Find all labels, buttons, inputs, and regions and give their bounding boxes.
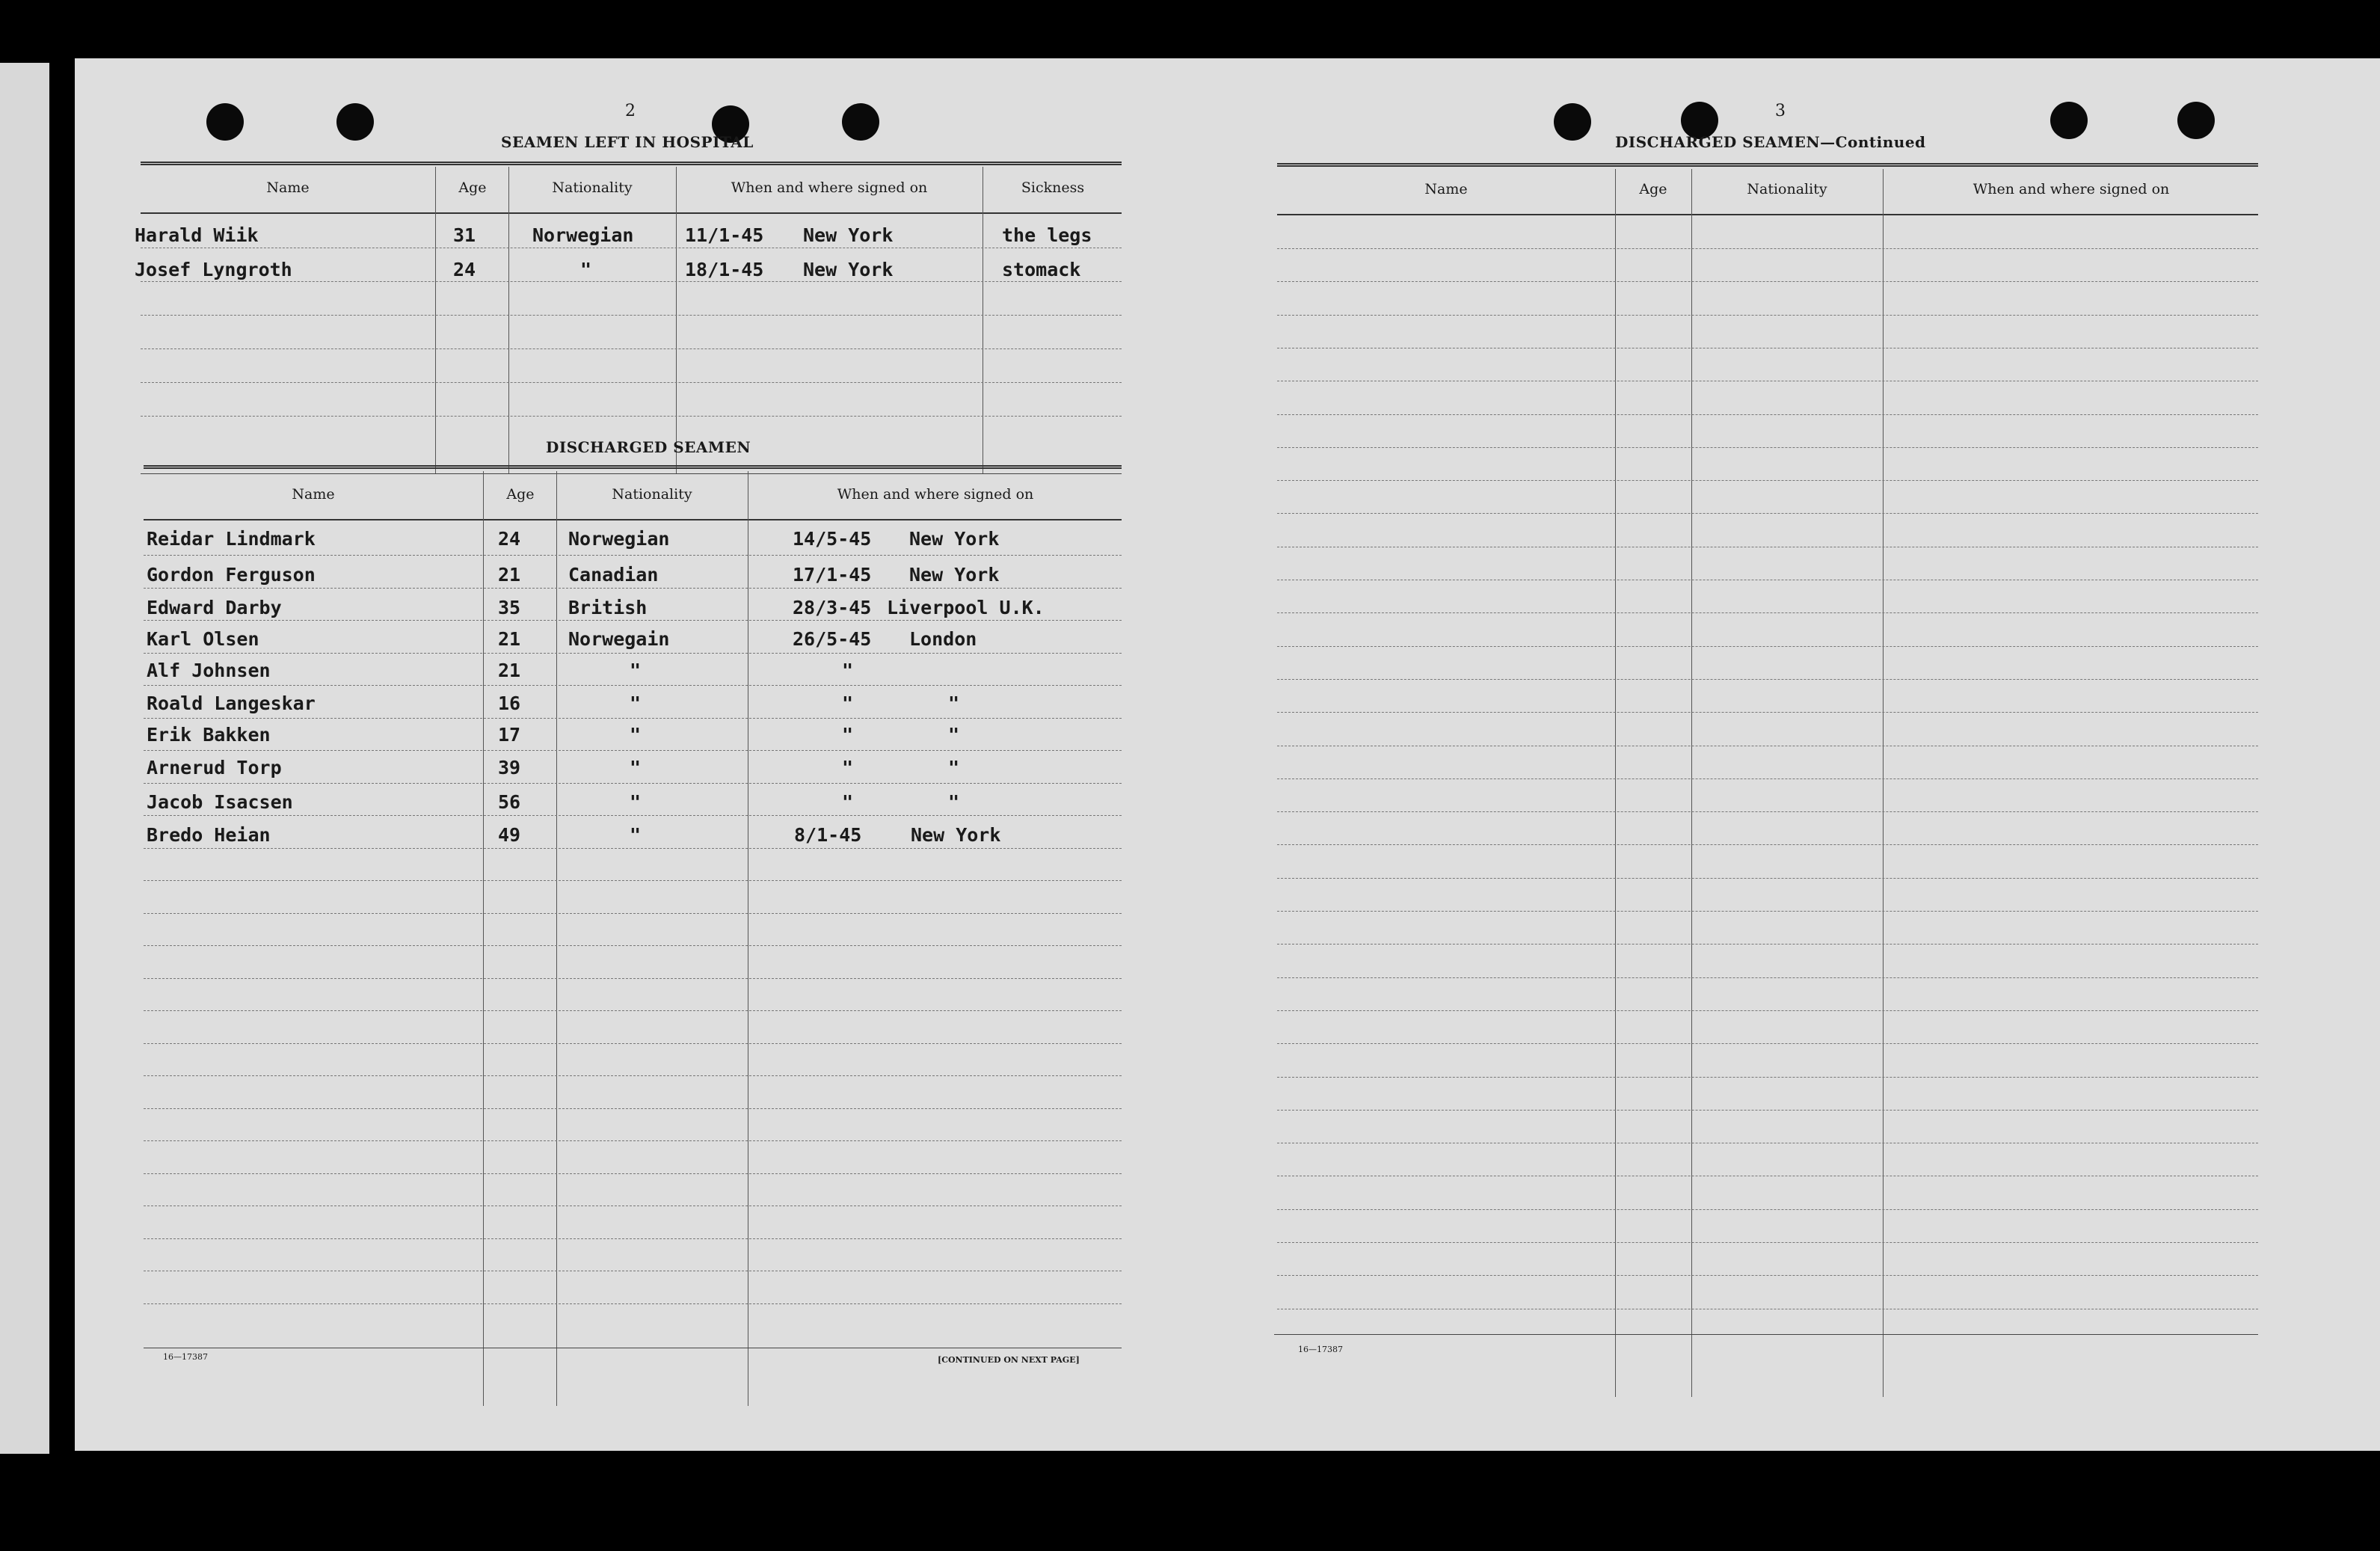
row-line xyxy=(1277,911,2258,912)
col-header-name: Name xyxy=(1424,181,1468,197)
discharged-date: " xyxy=(842,724,854,746)
row-line xyxy=(1277,281,2258,282)
hospital-place: New York xyxy=(803,224,894,246)
hospital-place: New York xyxy=(803,259,894,280)
row-line xyxy=(141,281,1122,282)
right-top-rule xyxy=(1277,163,2258,167)
discharged-section-title: DISCHARGED SEAMEN xyxy=(546,438,751,456)
punch-hole xyxy=(336,103,374,141)
row-line xyxy=(1277,1010,2258,1011)
row-line xyxy=(144,1043,1122,1044)
continued-note: [CONTINUED ON NEXT PAGE] xyxy=(938,1355,1080,1365)
discharged-place: New York xyxy=(911,824,1001,846)
discharged-nationality: " xyxy=(630,757,642,778)
column-divider xyxy=(483,471,484,1406)
column-divider xyxy=(676,167,677,473)
col-header-nationality: Nationality xyxy=(552,179,633,196)
discharged-nationality: " xyxy=(630,724,642,746)
row-line xyxy=(144,1140,1122,1141)
column-divider xyxy=(556,471,557,1406)
right-header-rule xyxy=(1277,214,2258,215)
row-line xyxy=(144,880,1122,881)
column-divider xyxy=(1883,169,1884,1397)
row-line xyxy=(144,945,1122,946)
discharged-date: " xyxy=(842,692,854,714)
discharged-date: " xyxy=(842,660,854,681)
discharged-age: 49 xyxy=(498,824,521,846)
document-sheet xyxy=(75,58,2380,1451)
right-bottom-rule xyxy=(1274,1334,2258,1335)
row-line xyxy=(144,783,1122,784)
hospital-date: 11/1-45 xyxy=(685,224,764,246)
discharged-date: 26/5-45 xyxy=(793,628,872,650)
col-header-signed-on: When and where signed on xyxy=(837,486,1034,503)
row-line xyxy=(144,1108,1122,1109)
discharged-name: Reidar Lindmark xyxy=(147,528,316,550)
row-line xyxy=(144,750,1122,751)
discharged-nationality: " xyxy=(630,660,642,681)
row-line xyxy=(1277,878,2258,879)
discharged-nationality: Norwegain xyxy=(568,628,670,650)
discharged-name: Edward Darby xyxy=(147,597,282,618)
row-line xyxy=(1277,977,2258,978)
page-number: 2 xyxy=(625,102,636,120)
row-line xyxy=(1277,646,2258,647)
discharged-header-rule xyxy=(144,519,1122,520)
row-line xyxy=(144,913,1122,914)
row-line xyxy=(144,1075,1122,1076)
row-line xyxy=(1277,1043,2258,1044)
discharged-date: " xyxy=(842,757,854,778)
row-line xyxy=(141,416,1122,417)
row-line xyxy=(1277,480,2258,481)
row-line xyxy=(1277,1275,2258,1276)
row-line xyxy=(144,620,1122,621)
row-line xyxy=(1277,679,2258,680)
row-line xyxy=(1277,778,2258,779)
row-line xyxy=(141,315,1122,316)
row-line xyxy=(1277,612,2258,613)
row-line xyxy=(144,588,1122,589)
discharged-top-rule xyxy=(144,465,1122,469)
row-line xyxy=(1277,1110,2258,1111)
punch-hole xyxy=(206,103,244,141)
row-line xyxy=(144,815,1122,816)
discharged-date: " xyxy=(842,791,854,813)
col-header-age: Age xyxy=(1639,181,1667,197)
column-divider xyxy=(1615,169,1616,1397)
col-header-signed-on: When and where signed on xyxy=(731,179,928,196)
discharged-date: 28/3-45 xyxy=(793,597,872,618)
discharged-age: 39 xyxy=(498,757,521,778)
row-line xyxy=(1277,414,2258,415)
row-line xyxy=(144,1238,1122,1239)
hospital-age: 31 xyxy=(453,224,476,246)
hospital-nationality: Norwegian xyxy=(532,224,634,246)
discharged-age: 21 xyxy=(498,660,521,681)
hospital-section-title: SEAMEN LEFT IN HOSPITAL xyxy=(501,133,754,151)
form-number: 16—17387 xyxy=(1298,1345,1343,1354)
row-line xyxy=(141,348,1122,349)
hospital-name: Josef Lyngroth xyxy=(135,259,292,280)
discharged-name: Bredo Heian xyxy=(147,824,271,846)
col-header-age: Age xyxy=(506,486,535,503)
col-header-name: Name xyxy=(266,179,310,196)
hospital-sickness: stomack xyxy=(1002,259,1081,280)
row-line xyxy=(1277,248,2258,249)
punch-hole xyxy=(2050,102,2088,139)
hospital-name: Harald Wiik xyxy=(135,224,259,246)
hospital-bottom-rule xyxy=(141,473,1122,474)
col-header-sickness: Sickness xyxy=(1021,179,1085,196)
discharged-place: New York xyxy=(909,528,1000,550)
discharged-age: 21 xyxy=(498,628,521,650)
discharged-name: Gordon Ferguson xyxy=(147,564,316,586)
row-line xyxy=(144,848,1122,849)
discharged-age: 21 xyxy=(498,564,521,586)
discharged-nationality: Norwegian xyxy=(568,528,670,550)
row-line xyxy=(1277,712,2258,713)
col-header-name: Name xyxy=(292,486,335,503)
row-line xyxy=(1277,513,2258,514)
row-line xyxy=(144,653,1122,654)
row-line xyxy=(141,382,1122,383)
col-header-signed-on: When and where signed on xyxy=(1972,181,2170,197)
col-header-nationality: Nationality xyxy=(1747,181,1827,197)
row-line xyxy=(1277,944,2258,945)
discharged-name: Karl Olsen xyxy=(147,628,259,650)
discharged-name: Alf Johnsen xyxy=(147,660,271,681)
hospital-date: 18/1-45 xyxy=(685,259,764,280)
form-number: 16—17387 xyxy=(163,1352,208,1362)
discharged-nationality: British xyxy=(568,597,648,618)
discharged-nationality: " xyxy=(630,692,642,714)
discharged-place: " xyxy=(948,692,960,714)
column-divider xyxy=(508,167,509,473)
row-line xyxy=(144,1010,1122,1011)
row-line xyxy=(1277,811,2258,812)
col-header-age: Age xyxy=(458,179,487,196)
discharged-nationality: " xyxy=(630,791,642,813)
discharged-date: 14/5-45 xyxy=(793,528,872,550)
discharged-place: New York xyxy=(909,564,1000,586)
discharged-age: 16 xyxy=(498,692,521,714)
row-line xyxy=(144,555,1122,556)
row-line xyxy=(144,718,1122,719)
col-header-nationality: Nationality xyxy=(612,486,692,503)
punch-hole xyxy=(1554,103,1591,141)
hospital-header-rule xyxy=(141,212,1122,214)
row-line xyxy=(144,685,1122,686)
discharged-place: " xyxy=(948,757,960,778)
row-line xyxy=(1277,1077,2258,1078)
discharged-place: " xyxy=(948,724,960,746)
row-line xyxy=(1277,1242,2258,1243)
discharged-nationality: " xyxy=(630,824,642,846)
discharged-nationality: Canadian xyxy=(568,564,659,586)
discharged-age: 24 xyxy=(498,528,521,550)
hospital-top-rule xyxy=(141,162,1122,165)
discharged-continued-title: DISCHARGED SEAMEN—Continued xyxy=(1615,133,1926,151)
hospital-sickness: the legs xyxy=(1002,224,1092,246)
hospital-nationality: " xyxy=(580,259,592,280)
row-line xyxy=(1277,447,2258,448)
row-line xyxy=(1277,1209,2258,1210)
discharged-age: 17 xyxy=(498,724,521,746)
row-line xyxy=(144,1303,1122,1304)
discharged-age: 35 xyxy=(498,597,521,618)
film-edge-strip xyxy=(0,63,49,1454)
column-divider xyxy=(435,167,436,473)
discharged-name: Jacob Isacsen xyxy=(147,791,293,813)
discharged-date: 8/1-45 xyxy=(794,824,862,846)
discharged-date: 17/1-45 xyxy=(793,564,872,586)
discharged-place: " xyxy=(948,791,960,813)
punch-hole xyxy=(2177,102,2215,139)
discharged-name: Erik Bakken xyxy=(147,724,271,746)
row-line xyxy=(1277,844,2258,845)
row-line xyxy=(144,1173,1122,1174)
page-number: 3 xyxy=(1775,102,1786,120)
row-line xyxy=(144,978,1122,979)
punch-hole xyxy=(842,103,879,141)
discharged-age: 56 xyxy=(498,791,521,813)
hospital-age: 24 xyxy=(453,259,476,280)
discharged-place: Liverpool U.K. xyxy=(887,597,1045,618)
discharged-place: London xyxy=(909,628,977,650)
discharged-name: Roald Langeskar xyxy=(147,692,316,714)
column-divider xyxy=(1691,169,1692,1397)
discharged-name: Arnerud Torp xyxy=(147,757,282,778)
row-line xyxy=(1277,315,2258,316)
